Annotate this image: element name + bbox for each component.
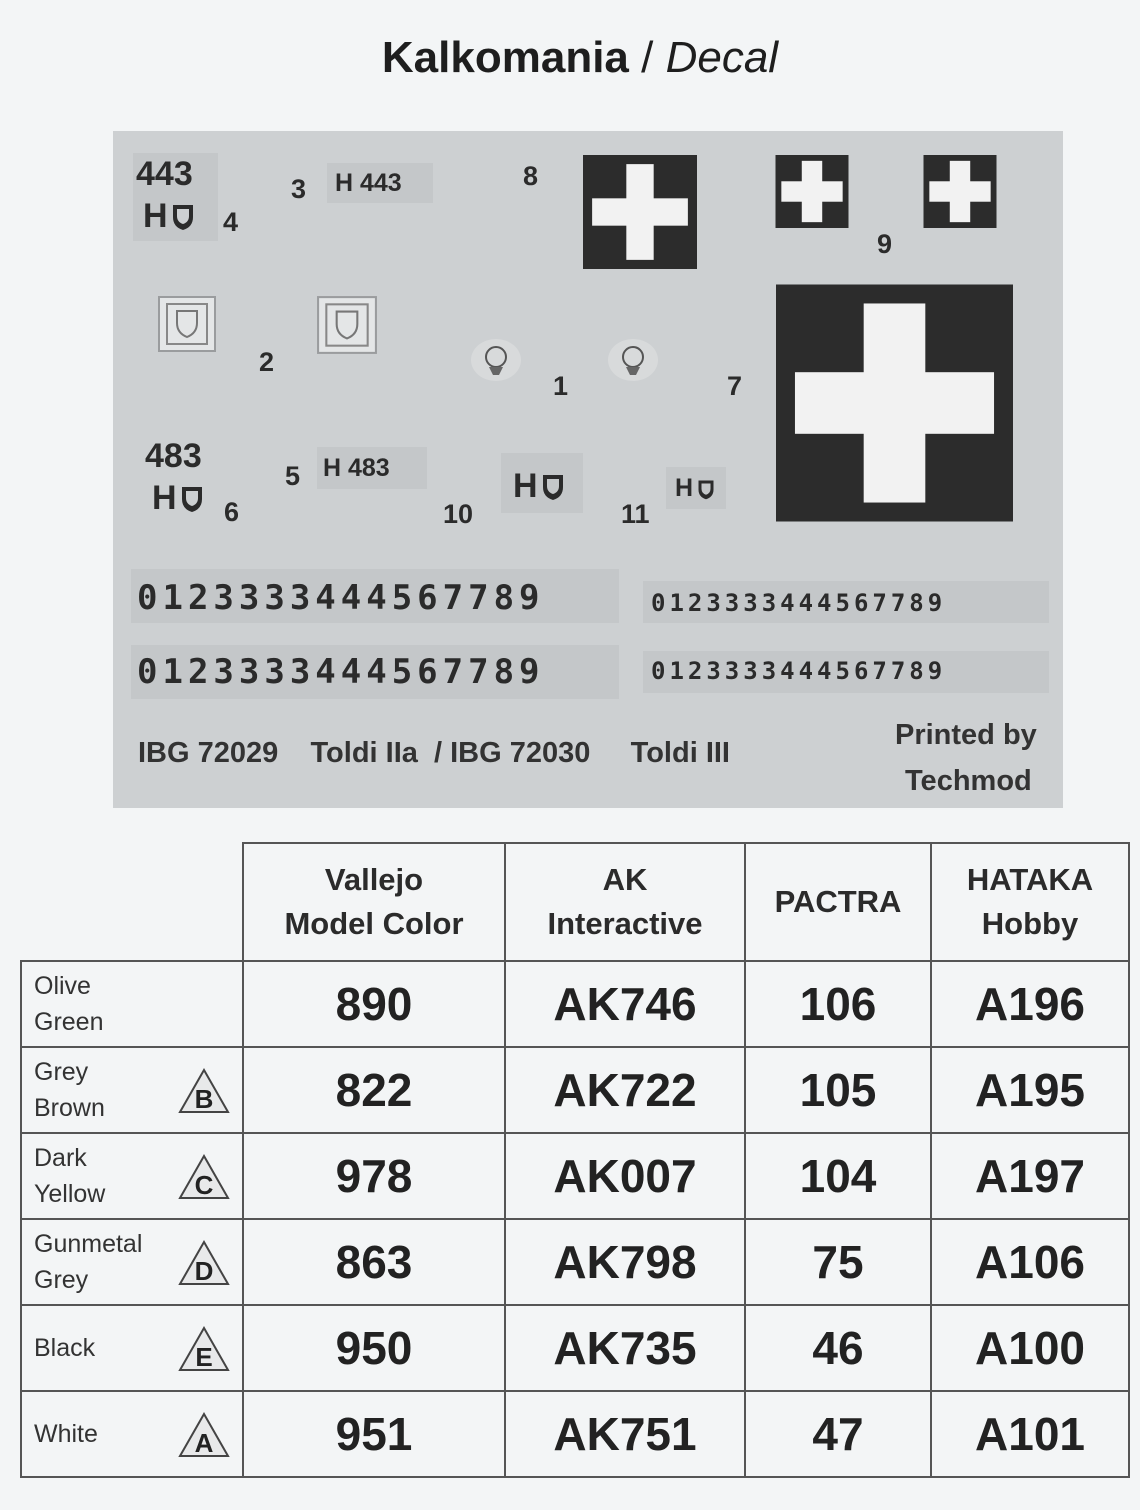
decal-number-10: 10: [443, 499, 474, 529]
decal-number-9: 9: [877, 229, 893, 259]
decal-3-text: H 443: [335, 169, 402, 197]
paint-reference-table: [20, 842, 1130, 1478]
color-name-cell: Gunmetal Grey D: [21, 1219, 243, 1305]
color-name-cell: Black E: [21, 1305, 243, 1391]
pactra-value: 75: [745, 1219, 931, 1305]
decal-number-3: 3: [291, 174, 307, 204]
vallejo-value: 951: [243, 1391, 505, 1477]
pactra-value: 46: [745, 1305, 931, 1391]
digits-row2-small: 0123333444567789: [651, 657, 947, 685]
ak-value: AK735: [505, 1305, 745, 1391]
pactra-value: 104: [745, 1133, 931, 1219]
vallejo-value: 978: [243, 1133, 505, 1219]
shield-icon: [697, 479, 715, 500]
color-name-cell: White A: [21, 1391, 243, 1477]
printed-by-line2: Techmod: [905, 765, 1032, 797]
header-hataka: HATAKA Hobby: [931, 843, 1129, 961]
ak-value: AK746: [505, 961, 745, 1047]
header-pactra: PACTRA: [745, 843, 931, 961]
crest-icon-left: [469, 337, 523, 383]
color-name-cell: Dark Yellow C: [21, 1133, 243, 1219]
decal-443-h: H: [143, 197, 168, 235]
digits-row1-large: 0123333444567789: [137, 578, 545, 618]
shield-icon: [541, 473, 565, 501]
triangle-code-icon: C: [178, 1154, 230, 1200]
page-title: [0, 30, 1140, 86]
crest-icon-right: [606, 337, 660, 383]
table-row: [21, 1133, 1129, 1219]
color-name-cell: Grey Brown B: [21, 1047, 243, 1133]
cross-icon-large: [583, 154, 697, 270]
title-main: Kalkomania: [381, 33, 629, 82]
table-row: [21, 1219, 1129, 1305]
emblem-icon-left: [157, 295, 217, 353]
cross-icon-small-right: [923, 155, 997, 228]
header-blank-cell: [21, 843, 243, 961]
decal-483-number: 483: [145, 437, 202, 475]
decal-number-6: 6: [224, 497, 240, 527]
hataka-value: A106: [931, 1219, 1129, 1305]
header-vallejo: Vallejo Model Color: [243, 843, 505, 961]
vallejo-value: 890: [243, 961, 505, 1047]
decal-5-text: H 483: [323, 454, 390, 482]
decal-number-5: 5: [285, 461, 301, 491]
hataka-value: A196: [931, 961, 1129, 1047]
triangle-code-icon: D: [178, 1240, 230, 1286]
vallejo-value: 950: [243, 1305, 505, 1391]
table-row: [21, 1047, 1129, 1133]
table-header-row: [21, 843, 1129, 961]
hataka-value: A101: [931, 1391, 1129, 1477]
digits-row2-large: 0123333444567789: [137, 652, 545, 692]
triangle-code-icon: E: [178, 1326, 230, 1372]
shield-icon: [171, 203, 195, 231]
decal-11-h: H: [675, 474, 694, 502]
decal-number-4: 4: [223, 207, 239, 237]
decal-number-8: 8: [523, 161, 539, 191]
kit-numbers-text: IBG 72029 Toldi IIa / IBG 72030 Toldi III: [138, 737, 730, 769]
decal-10-h: H: [513, 467, 538, 505]
emblem-icon-right: [316, 295, 378, 355]
pactra-value: 47: [745, 1391, 931, 1477]
cross-icon-xl: [776, 284, 1013, 522]
hataka-value: A100: [931, 1305, 1129, 1391]
ak-value: AK751: [505, 1391, 745, 1477]
table-row: [21, 1305, 1129, 1391]
decal-number-2: 2: [259, 347, 275, 377]
cross-icon-small-left: [775, 155, 849, 228]
ak-value: AK007: [505, 1133, 745, 1219]
ak-value: AK722: [505, 1047, 745, 1133]
decal-number-11: 11: [621, 499, 650, 529]
header-ak: AK Interactive: [505, 843, 745, 961]
table-row: [21, 1391, 1129, 1477]
pactra-value: 105: [745, 1047, 931, 1133]
digits-row1-small: 0123333444567789: [651, 589, 947, 617]
vallejo-value: 863: [243, 1219, 505, 1305]
title-separator: /: [628, 33, 666, 82]
title-sub: Decal: [665, 33, 779, 82]
ak-value: AK798: [505, 1219, 745, 1305]
printed-by-line1: Printed by: [895, 719, 1037, 751]
table-row: [21, 961, 1129, 1047]
decal-number-7: 7: [727, 371, 743, 401]
hataka-value: A197: [931, 1133, 1129, 1219]
hataka-value: A195: [931, 1047, 1129, 1133]
decal-483-h: H: [152, 479, 177, 517]
decal-443-number: 443: [136, 155, 193, 193]
shield-icon: [180, 485, 204, 513]
decal-number-1: 1: [553, 371, 569, 401]
triangle-code-icon: B: [178, 1068, 230, 1114]
decal-sheet: [113, 131, 1063, 808]
color-name-cell: Olive Green: [21, 961, 243, 1047]
triangle-code-icon: A: [178, 1412, 230, 1458]
vallejo-value: 822: [243, 1047, 505, 1133]
pactra-value: 106: [745, 961, 931, 1047]
